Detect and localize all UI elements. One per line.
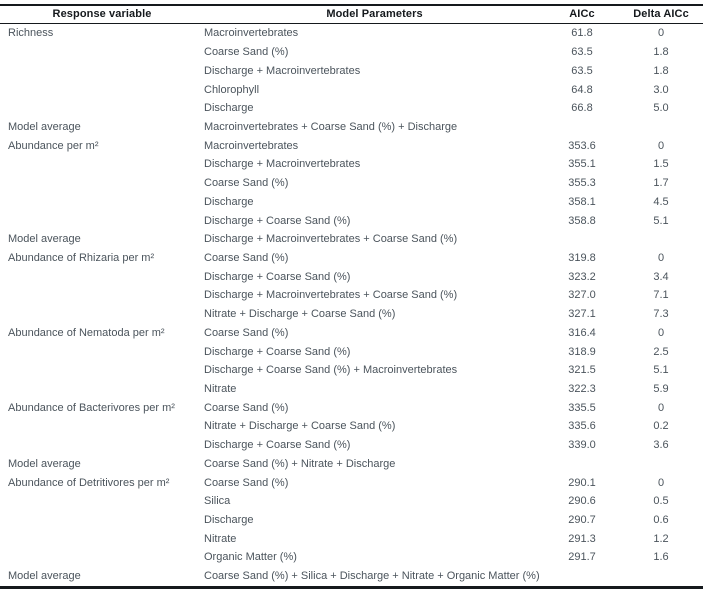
table-row	[0, 118, 703, 137]
table-row	[0, 267, 703, 286]
model-parameters-cell: Nitrate	[204, 383, 237, 396]
table-row	[0, 436, 703, 455]
delta-aicc-value-cell: 7.3	[653, 308, 669, 321]
response-variable-cell	[0, 174, 204, 193]
table-row	[0, 24, 703, 43]
response-variable-cell	[0, 286, 204, 305]
delta-aicc-value-cell: 3.0	[653, 83, 669, 96]
table-row	[0, 286, 703, 305]
delta-aicc-value-cell: 0.6	[653, 514, 669, 527]
table-row	[0, 380, 703, 399]
delta-aicc-value-cell: 4.5	[653, 195, 669, 208]
delta-aicc-value-cell: 0	[657, 476, 665, 489]
delta-aicc-value-cell: 1.8	[653, 46, 669, 59]
model-parameters-cell: Coarse Sand (%)	[204, 46, 289, 59]
model-parameters-cell: Nitrate + Discharge + Coarse Sand (%)	[204, 420, 396, 433]
response-variable-cell	[0, 305, 204, 324]
response-variable-cell: Abundance of Rhizaria per m²	[8, 251, 155, 264]
aicc-value-cell	[545, 230, 619, 249]
aicc-value-cell: 355.3	[568, 177, 596, 190]
response-variable-cell	[0, 511, 204, 530]
model-parameters-cell: Discharge	[204, 195, 254, 208]
aicc-value-cell	[545, 455, 619, 474]
delta-aicc-value-cell: 0.5	[653, 495, 669, 508]
response-variable-cell	[0, 417, 204, 436]
table-row	[0, 99, 703, 118]
delta-aicc-value-cell	[619, 230, 703, 249]
table-row	[0, 174, 703, 193]
model-parameters-cell: Coarse Sand (%)	[204, 251, 289, 264]
aicc-value-cell: 316.4	[568, 326, 596, 339]
table-row	[0, 548, 703, 567]
response-variable-cell: Abundance of Detritivores per m²	[8, 476, 170, 489]
aicc-value-cell	[545, 567, 619, 587]
delta-aicc-value-cell: 0	[657, 251, 665, 264]
table-row	[0, 43, 703, 62]
model-parameters-cell: Coarse Sand (%) + Silica + Discharge + Nitrate + Organic Matter (%)	[204, 570, 540, 583]
aicc-value-cell: 319.8	[568, 251, 596, 264]
table-row	[0, 305, 703, 324]
response-variable-cell	[0, 548, 204, 567]
model-parameters-cell: Nitrate + Discharge + Coarse Sand (%)	[204, 308, 396, 321]
table-row	[0, 155, 703, 174]
delta-aicc-value-cell: 0.2	[653, 420, 669, 433]
model-parameters-cell: Chlorophyll	[204, 83, 260, 96]
response-variable-cell	[0, 342, 204, 361]
delta-aicc-value-cell: 5.1	[653, 214, 669, 227]
model-parameters-cell: Macroinvertebrates	[204, 27, 299, 40]
delta-aicc-value-cell	[619, 567, 703, 587]
response-variable-cell	[0, 211, 204, 230]
table-row	[0, 192, 703, 211]
table-row	[0, 61, 703, 80]
delta-aicc-value-cell: 3.4	[653, 270, 669, 283]
aicc-value-cell: 290.7	[568, 514, 596, 527]
aicc-value-cell: 318.9	[568, 345, 596, 358]
delta-aicc-value-cell: 3.6	[653, 439, 669, 452]
aicc-value-cell: 322.3	[568, 383, 596, 396]
response-variable-cell: Model average	[8, 233, 81, 246]
table-row	[0, 455, 703, 474]
table-row	[0, 230, 703, 249]
table-body	[0, 24, 703, 588]
response-variable-cell: Abundance of Bacterivores per m²	[8, 401, 175, 414]
aicc-value-cell: 335.6	[568, 420, 596, 433]
response-variable-cell: Richness	[8, 27, 54, 40]
table-row	[0, 211, 703, 230]
delta-aicc-value-cell: 2.5	[653, 345, 669, 358]
delta-aicc-value-cell: 5.0	[653, 102, 669, 115]
model-parameters-cell: Discharge + Macroinvertebrates	[204, 158, 361, 171]
response-variable-cell	[0, 99, 204, 118]
column-header-aicc: AICc	[545, 5, 619, 24]
aicc-value-cell: 291.3	[568, 532, 596, 545]
response-variable-cell	[0, 436, 204, 455]
table-row	[0, 511, 703, 530]
aicc-value-cell: 63.5	[571, 46, 593, 59]
model-parameters-cell: Coarse Sand (%)	[204, 177, 289, 190]
delta-aicc-value-cell	[619, 118, 703, 137]
table-row	[0, 136, 703, 155]
aicc-value-cell: 327.1	[568, 308, 596, 321]
response-variable-cell: Model average	[8, 570, 81, 583]
model-parameters-cell: Discharge + Macroinvertebrates	[204, 64, 361, 77]
table-row	[0, 324, 703, 343]
table-row	[0, 361, 703, 380]
delta-aicc-value-cell: 1.7	[653, 177, 669, 190]
delta-aicc-value-cell: 7.1	[653, 289, 669, 302]
aicc-value-cell: 358.1	[568, 195, 596, 208]
model-parameters-cell: Silica	[204, 495, 231, 508]
model-selection-table	[0, 4, 703, 589]
table-row	[0, 398, 703, 417]
table-row	[0, 492, 703, 511]
model-parameters-cell: Discharge + Coarse Sand (%)	[204, 214, 351, 227]
model-parameters-cell: Macroinvertebrates	[204, 139, 299, 152]
aicc-value-cell: 358.8	[568, 214, 596, 227]
aicc-value-cell: 64.8	[571, 83, 593, 96]
table-row	[0, 529, 703, 548]
table-row	[0, 567, 703, 587]
model-parameters-cell: Coarse Sand (%)	[204, 326, 289, 339]
model-parameters-cell: Discharge + Macroinvertebrates + Coarse Sand (%)	[204, 289, 458, 302]
model-parameters-cell: Organic Matter (%)	[204, 551, 297, 564]
aicc-value-cell: 290.1	[568, 476, 596, 489]
table-header-row	[0, 5, 703, 24]
model-parameters-cell: Macroinvertebrates + Coarse Sand (%) + Discharge	[204, 120, 458, 133]
response-variable-cell	[0, 361, 204, 380]
aicc-value-cell: 321.5	[568, 364, 596, 377]
model-parameters-cell: Discharge + Coarse Sand (%)	[204, 270, 351, 283]
aicc-value-cell: 353.6	[568, 139, 596, 152]
model-parameters-cell: Discharge + Coarse Sand (%) + Macroinvertebrates	[204, 364, 458, 377]
table-row	[0, 80, 703, 99]
table-header	[0, 5, 703, 24]
aicc-value-cell: 66.8	[571, 102, 593, 115]
response-variable-cell	[0, 492, 204, 511]
delta-aicc-value-cell: 0	[657, 326, 665, 339]
delta-aicc-value-cell: 5.9	[653, 383, 669, 396]
aicc-value-cell: 327.0	[568, 289, 596, 302]
table-row	[0, 342, 703, 361]
response-variable-cell	[0, 192, 204, 211]
delta-aicc-value-cell: 1.6	[653, 551, 669, 564]
aicc-value-cell	[545, 118, 619, 137]
model-parameters-cell: Discharge	[204, 514, 254, 527]
aicc-value-cell: 339.0	[568, 439, 596, 452]
response-variable-cell	[0, 155, 204, 174]
model-parameters-cell: Discharge + Coarse Sand (%)	[204, 439, 351, 452]
response-variable-cell: Model average	[8, 457, 81, 470]
model-parameters-cell: Coarse Sand (%)	[204, 476, 289, 489]
aicc-value-cell: 335.5	[568, 401, 596, 414]
table-row	[0, 473, 703, 492]
model-parameters-cell: Nitrate	[204, 532, 237, 545]
delta-aicc-value-cell: 1.5	[653, 158, 669, 171]
delta-aicc-value-cell: 1.8	[653, 64, 669, 77]
model-parameters-cell: Discharge + Coarse Sand (%)	[204, 345, 351, 358]
column-header-model-parameters: Model Parameters	[204, 5, 545, 24]
column-header-delta-aicc: Delta AICc	[619, 5, 703, 24]
response-variable-cell	[0, 43, 204, 62]
aicc-value-cell: 355.1	[568, 158, 596, 171]
aicc-value-cell: 323.2	[568, 270, 596, 283]
response-variable-cell	[0, 380, 204, 399]
model-parameters-cell: Discharge	[204, 102, 254, 115]
column-header-response-variable: Response variable	[0, 5, 204, 24]
delta-aicc-value-cell	[619, 455, 703, 474]
model-parameters-cell: Discharge + Macroinvertebrates + Coarse Sand (%)	[204, 233, 458, 246]
aicc-value-cell: 291.7	[568, 551, 596, 564]
response-variable-cell	[0, 80, 204, 99]
delta-aicc-value-cell: 1.2	[653, 532, 669, 545]
model-parameters-cell: Coarse Sand (%)	[204, 401, 289, 414]
response-variable-cell	[0, 61, 204, 80]
response-variable-cell	[0, 529, 204, 548]
delta-aicc-value-cell: 5.1	[653, 364, 669, 377]
table-row	[0, 417, 703, 436]
delta-aicc-value-cell: 0	[657, 27, 665, 40]
delta-aicc-value-cell: 0	[657, 139, 665, 152]
response-variable-cell: Model average	[8, 120, 81, 133]
response-variable-cell: Abundance per m²	[8, 139, 99, 152]
response-variable-cell: Abundance of Nematoda per m²	[8, 326, 165, 339]
model-parameters-cell: Coarse Sand (%) + Nitrate + Discharge	[204, 457, 396, 470]
table-row	[0, 249, 703, 268]
delta-aicc-value-cell: 0	[657, 401, 665, 414]
response-variable-cell	[0, 267, 204, 286]
aicc-value-cell: 290.6	[568, 495, 596, 508]
aicc-value-cell: 61.8	[571, 27, 593, 40]
aicc-value-cell: 63.5	[571, 64, 593, 77]
